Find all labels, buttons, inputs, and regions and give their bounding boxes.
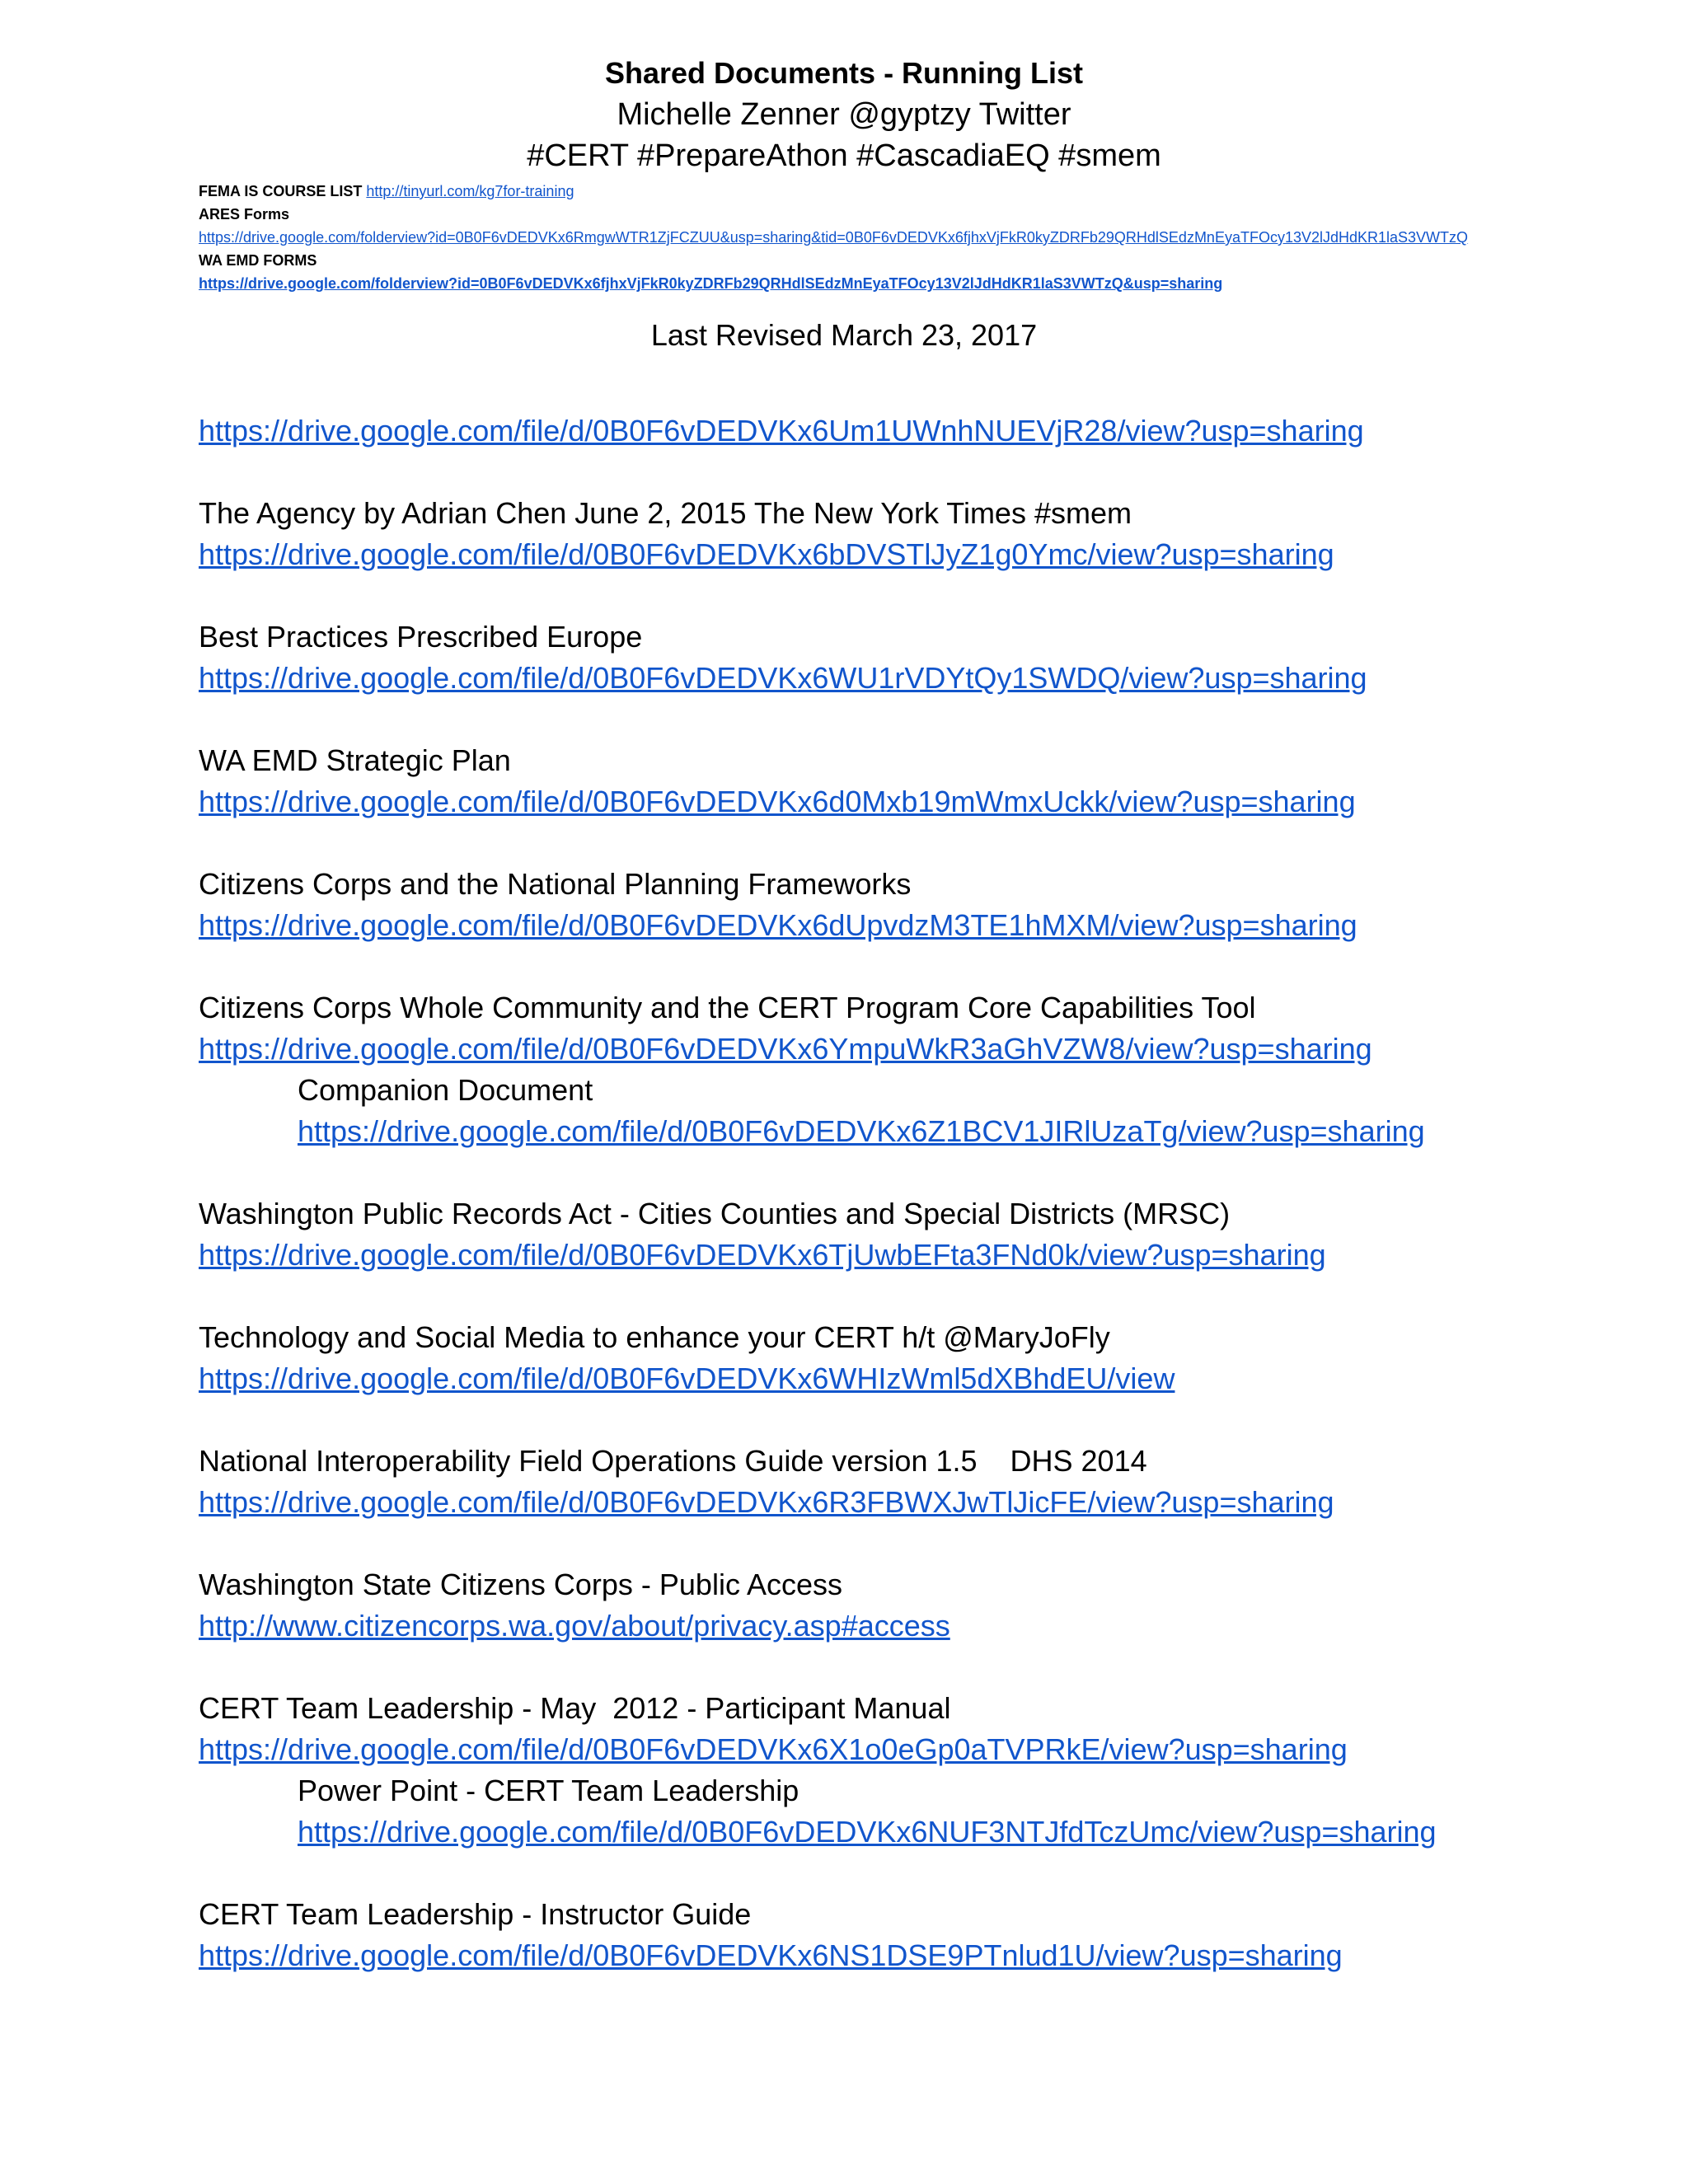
document-title: CERT Team Leadership - Instructor Guide	[199, 1897, 752, 1931]
sub-document-title: Power Point - CERT Team Leadership	[298, 1774, 799, 1807]
document-link[interactable]: https://drive.google.com/file/d/0B0F6vDEDVKx6NS1DSE9PTnlud1U/view?usp=sharing	[199, 1938, 1343, 1972]
document-title: CERT Team Leadership - May 2012 - Participant Manual	[199, 1691, 951, 1725]
sub-list-item	[199, 1770, 1600, 1853]
sub-list-item	[199, 1070, 1600, 1152]
list-item	[199, 1441, 1600, 1523]
sub-document-title: Companion Document	[298, 1073, 593, 1107]
fema-course-link[interactable]: http://tinyurl.com/kg7for-training	[366, 183, 574, 199]
ares-forms-link[interactable]: https://drive.google.com/folderview?id=0B0F6vDEDVKx6RmgwWTR1ZjFCZUU&usp=sharing&tid=0B0F6vDEDVKx6fjhxVjFkR0kyZDRFb29QRHdlSEdzMnEyaTFOcy13V2lJdHdKR1laS3VWTzQ	[199, 229, 1469, 246]
document-link[interactable]: https://drive.google.com/file/d/0B0F6vDEDVKx6WU1rVDYtQy1SWDQ/view?usp=sharing	[199, 661, 1367, 695]
document-link[interactable]: https://drive.google.com/file/d/0B0F6vDEDVKx6dUpvdzM3TE1hMXM/view?usp=sharing	[199, 908, 1357, 942]
ares-forms-label: ARES Forms	[199, 206, 290, 223]
document-link[interactable]: https://drive.google.com/file/d/0B0F6vDEDVKx6TjUwbEFta3FNd0k/view?usp=sharing	[199, 1238, 1326, 1272]
list-item	[199, 740, 1600, 823]
list-item	[199, 1688, 1600, 1853]
document-header	[0, 53, 1688, 176]
document-title: Washington Public Records Act - Cities Counties and Special Districts (MRSC)	[199, 1197, 1231, 1230]
document-link[interactable]: https://drive.google.com/file/d/0B0F6vDEDVKx6YmpuWkR3aGhVZW8/view?usp=sharing	[199, 1032, 1372, 1066]
document-title: Washington State Citizens Corps - Public Access	[199, 1568, 842, 1601]
document-title: Citizens Corps and the National Planning Frameworks	[199, 867, 912, 901]
sub-document-link[interactable]: https://drive.google.com/file/d/0B0F6vDEDVKx6NUF3NTJfdTczUmc/view?usp=sharing	[298, 1815, 1437, 1849]
list-item	[199, 864, 1600, 946]
document-title: Best Practices Prescribed Europe	[199, 620, 643, 654]
document-list	[199, 410, 1600, 2018]
list-item	[199, 1193, 1600, 1276]
document-title: The Agency by Adrian Chen June 2, 2015 The New York Times #smem	[199, 496, 1132, 530]
list-item	[199, 987, 1600, 1152]
document-title: Shared Documents - Running List	[604, 56, 1084, 90]
sub-document-link[interactable]: https://drive.google.com/file/d/0B0F6vDEDVKx6Z1BCV1JIRlUzaTg/view?usp=sharing	[298, 1114, 1425, 1148]
list-item	[199, 493, 1600, 575]
document-link[interactable]: https://drive.google.com/file/d/0B0F6vDEDVKx6Um1UWnhNUEVjR28/view?usp=sharing	[199, 414, 1364, 448]
document-link[interactable]: https://drive.google.com/file/d/0B0F6vDEDVKx6bDVSTlJyZ1g0Ymc/view?usp=sharing	[199, 537, 1334, 571]
document-link[interactable]: https://drive.google.com/file/d/0B0F6vDEDVKx6R3FBWXJwTlJicFE/view?usp=sharing	[199, 1485, 1334, 1519]
list-item	[199, 1317, 1600, 1399]
wa-emd-forms-label: WA EMD FORMS	[199, 252, 317, 269]
list-item	[199, 410, 1600, 452]
document-title: Technology and Social Media to enhance your CERT h/t @MaryJoFly	[199, 1320, 1110, 1354]
list-item	[199, 616, 1600, 699]
list-item	[199, 1894, 1600, 1976]
last-revised: Last Revised March 23, 2017	[650, 318, 1038, 352]
author-line: Michelle Zenner @gyptzy Twitter	[617, 97, 1071, 132]
reference-links-block	[199, 180, 1484, 295]
fema-course-label: FEMA IS COURSE LIST	[199, 183, 363, 199]
list-item	[199, 1564, 1600, 1647]
document-link[interactable]: http://www.citizencorps.wa.gov/about/privacy.asp#access	[199, 1609, 950, 1643]
document-link[interactable]: https://drive.google.com/file/d/0B0F6vDEDVKx6WHIzWml5dXBhdEU/view	[199, 1361, 1175, 1395]
document-title: National Interoperability Field Operations Guide version 1.5 DHS 2014	[199, 1444, 1147, 1478]
document-link[interactable]: https://drive.google.com/file/d/0B0F6vDEDVKx6X1o0eGp0aTVPRkE/view?usp=sharing	[199, 1732, 1348, 1766]
document-title: Citizens Corps Whole Community and the CERT Program Core Capabilities Tool	[199, 991, 1256, 1024]
hashtags-line: #CERT #PrepareAthon #CascadiaEQ #smem	[527, 138, 1161, 173]
document-link[interactable]: https://drive.google.com/file/d/0B0F6vDEDVKx6d0Mxb19mWmxUckk/view?usp=sharing	[199, 785, 1356, 818]
fema-course-row	[199, 180, 1484, 203]
wa-emd-forms-link[interactable]: https://drive.google.com/folderview?id=0B0F6vDEDVKx6fjhxVjFkR0kyZDRFb29QRHdlSEdzMnEyaTFOcy13V2lJdHdKR1laS3VWTzQ&usp=sharing	[199, 275, 1223, 292]
document-title: WA EMD Strategic Plan	[199, 743, 511, 777]
